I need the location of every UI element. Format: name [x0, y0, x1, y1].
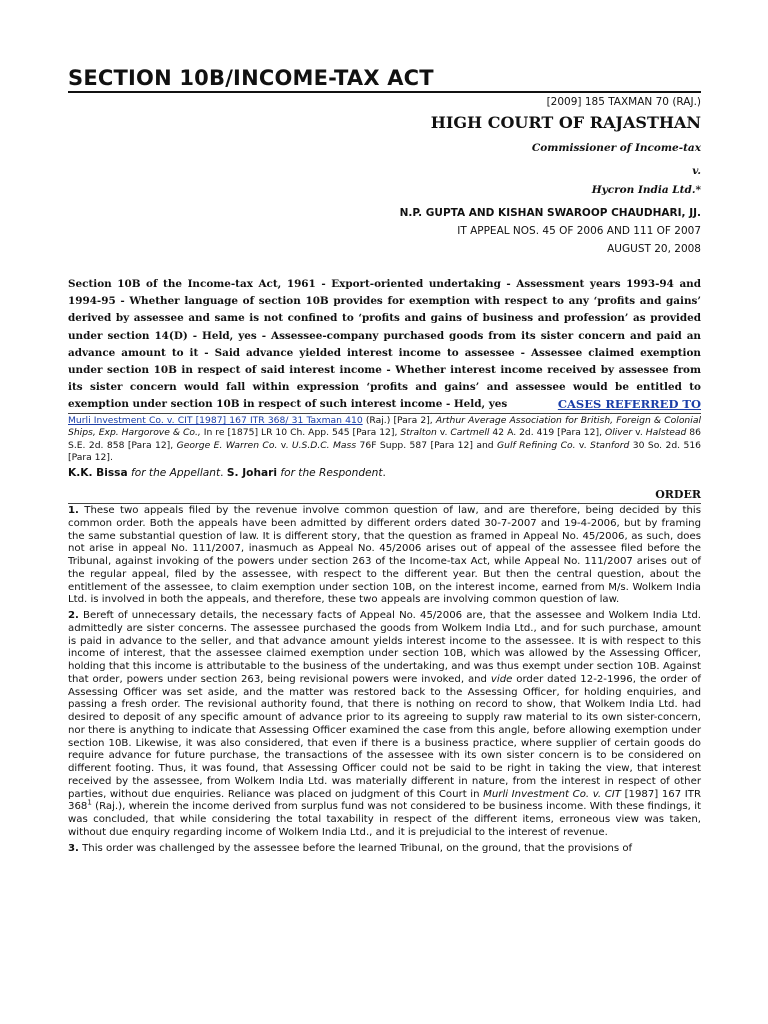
case-name: Cartmell [450, 427, 490, 439]
appellant-party: Commissioner of Income-tax [531, 142, 701, 154]
paragraph-3 [68, 843, 701, 856]
paragraph-text: This order was challenged by the assessee before the learned Tribunal, on the ground, that the provisions of [78, 842, 633, 854]
paragraph-number: 1. [68, 505, 79, 516]
headnote: Section 10B of the Income-tax Act, 1961 - Export-oriented undertaking - Assessment years 1993-94 and 1994-95 - Whether language of section 10B provides for exemption with respect to any ‘profits and gains’ derived by assessee and same is not confined to ‘profits and gains of business and profession’ as provided under section 14(D) - Held, yes - Assessee-company purchased goods from its sister concern and paid an advance amount to it - Said advance yielded interest income to assessee - Assessee claimed exemption under section 10B in respect of said interest income - Whether interest income received by assessee from its sister concern would fall within expression ‘profits and gains’ and assessee would be entitled to exemption under section 10B in respect of such interest income - Held, yes [68, 278, 701, 411]
case-text: v. [436, 427, 451, 439]
counsel-line [68, 467, 701, 479]
appellant-counsel: K.K. Bissa [68, 467, 128, 479]
counsel-separator: . [220, 467, 227, 479]
case-text: (Raj.) [Para 2], [362, 415, 436, 426]
case-text: v. [277, 439, 292, 451]
order-divider [68, 503, 701, 504]
case-text: v. [575, 439, 590, 451]
paragraph-number: 2. [68, 610, 79, 621]
case-name: U.S.D.C. Mass [291, 439, 357, 451]
cases-referred-list [68, 415, 701, 465]
case-name: Stanford [590, 439, 630, 451]
appellant-role: for the Appellant [127, 467, 221, 479]
judgment-date: AUGUST 20, 2008 [607, 243, 701, 255]
paragraph-text: These two appeals filed by the revenue involve common question of law, and are therefore, being decided by this common order. Both the appeals have been admitted by different orders dated 30-7-2007 and 19-4-2006, but by framing the same substantial question of law. It is different story, that the question as framed in Appeal No. 45/2006, as such, does not arise in appeal No. 111/2007, inasmuch as Appeal No. 45/2006 arises out of appeal of the assessee filed before the Tribunal, against invoking of the powers under section 263 of the Income-tax Act, while Appeal No. 111/2007 arises out of the regular appeal, filed by the assessee, with respect to the different year. But then the central question, about the entitlement of the assessee, to claim exemption under section 10B, on the interest income, earned from M/s. Wolkem India Ltd. is involved in both the appeals, and therefore, these two appeals are involving common question of law. [68, 505, 701, 606]
case-text: 76F Supp. 587 [Para 12] and [356, 439, 498, 451]
case-text: In re [1875] LR 10 Ch. App. 545 [Para 12], [200, 427, 401, 439]
respondent-party: Hycron India Ltd.* [591, 184, 701, 196]
case-name: Halstead [645, 427, 687, 439]
case-text: 30 So. 2d. 516 [Para 12]. [68, 439, 702, 464]
case-name: George E. Warren Co. [176, 439, 278, 451]
section-title: SECTION 10B/INCOME-TAX ACT [68, 66, 434, 90]
italic-term: vide [490, 673, 513, 685]
case-text: 86 S.E. 2d. 858 [Para 12], [68, 427, 701, 451]
case-name: Murli Investment Co. v. CIT [483, 788, 621, 800]
citation: [2009] 185 TAXMAN 70 (RAJ.) [546, 96, 701, 108]
case-name: Stralton [400, 427, 437, 439]
respondent-counsel: S. Johari [226, 467, 277, 479]
case-text: 42 A. 2d. 419 [Para 12], [489, 427, 605, 439]
footnote-marker[interactable]: 1 [87, 798, 92, 807]
paragraph-text: (Raj.), wherein the income derived from surplus fund was not considered to be business income. With these findings, it was concluded, that while considering the total taxability in respect of the different items, erroneous view was taken, without due enquiry regarding income of Wolkem India Ltd., and it is prejudicial to the interest of revenue. [68, 801, 701, 838]
order-body [68, 505, 701, 858]
order-heading: ORDER [655, 488, 701, 501]
cases-divider [68, 413, 701, 414]
versus-label: v. [692, 165, 701, 177]
paragraph-text: order dated 12-2-1996, the order of Assessing Officer was set aside, and the matter was restored back to the Assessing Officer, for holding enquiries, and passing a fresh order. The revisional authority found, that there is nothing on record to show, that Wolkem India Ltd. had desired to deposit of any specific amount of advance prior to its agreeing to supply raw material to its own sister-concern, nor there is anything to indicate that Assessing Officer examined the case from this angle, before allowing exemption under section 10B. Likewise, it was also considered, that even if there is a business practice, where supplier of certain goods do require advance for future purchase, the transactions of the assessee with its own sister concern is to be considered on different footing. Thus, it was found, that Assessing Officer could not be said to be right in taking the view, that interest received by the assessee, from Wolkem India Ltd. was materially different in nature, from the interest in respect of other parties, without due enquiries. Reliance was placed on judgment of this Court in [68, 673, 701, 800]
paragraph-text: Bereft of unnecessary details, the necessary facts of Appeal No. 45/2006 are, that the assessee and Wolkem India Ltd. admittedly are sister concerns. The assessee purchased the goods from Wolkem India Ltd., and for such purchase, amount is paid in advance to the seller, and that advance amount yields interest income to the assessee. It is with respect to this income of interest, that the assessee claimed exemption under section 10B, which was allowed by the Assessing Officer, holding that this income is attributable to the business of the undertaking, and was thus exempt under section 10B. Against that order, powers under section 263, being revisional powers were invoked, and [68, 610, 701, 685]
paragraph-text: [1987] 167 ITR 368 [68, 788, 701, 813]
cases-referred-heading[interactable]: CASES REFERRED TO [557, 397, 701, 411]
title-divider [68, 91, 701, 93]
paragraph-1 [68, 505, 701, 607]
court-name: HIGH COURT OF RAJASTHAN [430, 113, 701, 132]
paragraph-2 [68, 610, 701, 840]
case-name: Oliver [604, 427, 633, 439]
appeal-numbers: IT APPEAL NOS. 45 OF 2006 AND 111 OF 2007 [457, 225, 701, 237]
case-name: Gulf Refining Co. [497, 439, 576, 451]
case-text: v. [632, 427, 646, 439]
paragraph-number: 3. [68, 842, 79, 854]
case-link-murli[interactable]: Murli Investment Co. v. CIT [1987] 167 ITR 368/ 31 Taxman 410 [68, 415, 363, 426]
counsel-end: . [382, 467, 386, 479]
respondent-role: for the Respondent [277, 467, 383, 479]
case-name: Arthur Average Association for British, Foreign & Colonial Ships, Exp. Hargorove & Co., [68, 415, 701, 439]
judges: N.P. GUPTA AND KISHAN SWAROOP CHAUDHARI, JJ. [399, 207, 701, 219]
